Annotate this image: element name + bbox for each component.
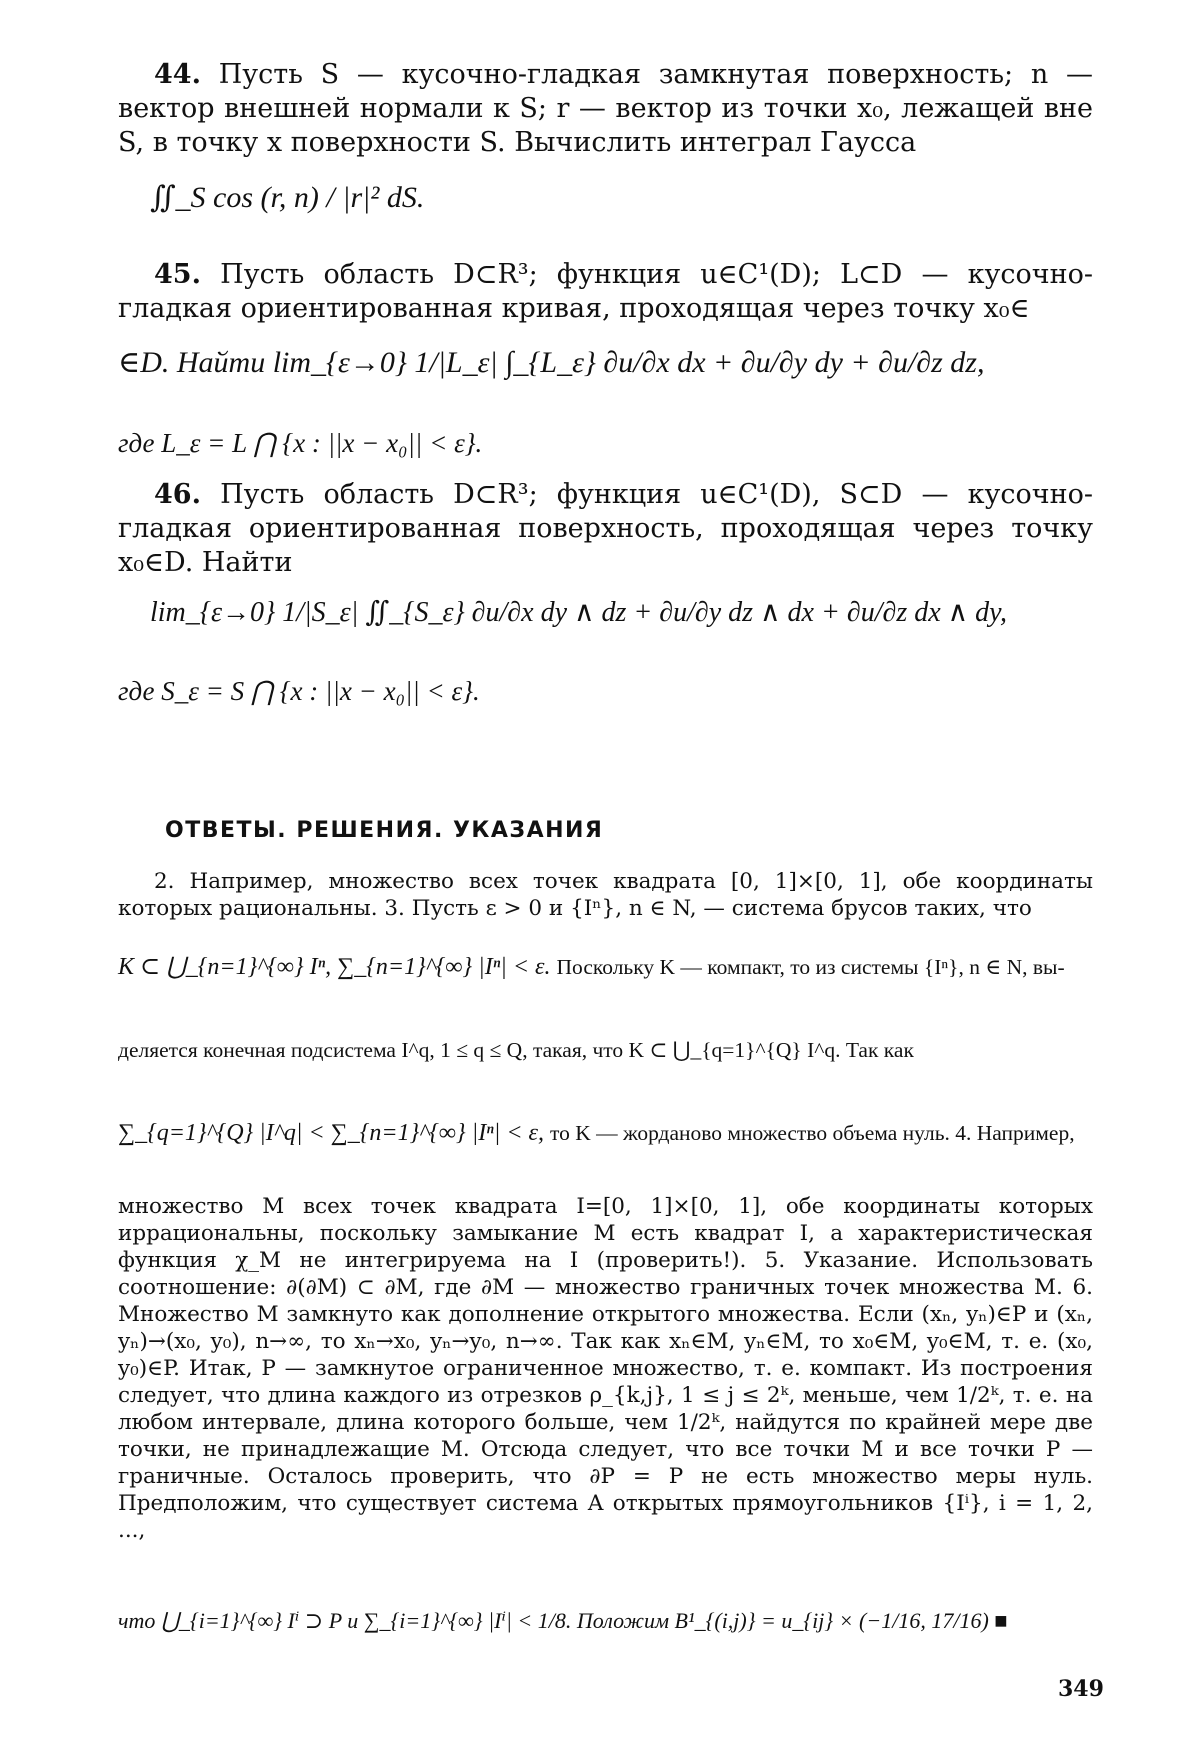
answers-line-2: деляется конечная подсистема I^q, 1 ≤ q ≤ Q, такая, что K ⊂ ⋃_{q=1}^{Q} I^q. Так как xyxy=(118,1038,914,1062)
answers-formula-3: что ⋃_{i=1}^{∞} Iⁱ ⊃ P и ∑_{i=1}^{∞} |Iⁱ| < 1/8. Положим B¹_{(i,j)} = u_{ij} × (−1/16, 17/16) ■ xyxy=(118,1608,1008,1633)
problem-46-number: 46. xyxy=(154,479,201,510)
problem-46-where: где S_ε = S ⋂ {x : ||x − x₀|| < ε}. xyxy=(118,676,480,706)
page-number: 349 xyxy=(1058,1676,1104,1702)
problem-46-formula: lim_{ε→0} 1/|S_ε| ∬_{S_ε} ∂u/∂x dy ∧ dz + ∂u/∂y dz ∧ dx + ∂u/∂z dx ∧ dy, xyxy=(150,597,1008,628)
answers-paragraph-1: 2. Например, множество всех точек квадрата [0, 1]×[0, 1], обе координаты которых рациональны. 3. Пусть ε > 0 и {Iⁿ}, n ∈ N, — система брусов таких, что xyxy=(118,869,1093,921)
problem-45-where: где L_ε = L ⋂ {x : ||x − x₀|| < ε}. xyxy=(118,428,483,458)
problem-46-text: 46. Пусть область D⊂R³; функция u∈C¹(D), S⊂D — кусочно-гладкая ориентированная поверхность, проходящая через точку x₀∈D. Найти xyxy=(118,479,1093,578)
answers-paragraph-2: множество M всех точек квадрата I=[0, 1]×[0, 1], обе координаты которых иррациональны, поскольку замыкание M есть квадрат I, а характеристическая функция χ_M не интегрируема на I (проверить!). 5. Указание. Использовать соотношение: ∂(∂M) ⊂ ∂M, где ∂M — множество граничных точек множества M. 6. Множество M замкнуто как дополнение открытого множества. Если (xₙ, yₙ)∈P и (xₙ, yₙ)→(x₀, y₀), n→∞, то xₙ→x₀, yₙ→y₀, n→∞. Так как xₙ∈M, yₙ∈M, то x₀∈M, y₀∈M, т. е. (x₀, y₀)∈P. Итак, P — замкнутое ограниченное множество, т. е. компакт. Из построения следует, что длина каждого из отрезков ρ_{k,j}, 1 ≤ j ≤ 2ᵏ, меньше, чем 1/2ᵏ, т. е. на любом интервале, длина которого больше, чем 1/2ᵏ, найдутся по крайней мере две точки, не принадлежащие M. Отсюда следует, что все точки M и все точки P — граничные. Осталось проверить, что ∂P = P не есть множество меры нуль. Предположим, что существует система A открытых прямоугольников {Iⁱ}, i = 1, 2, ..., xyxy=(118,1194,1093,1543)
answers-heading: ОТВЕТЫ. РЕШЕНИЯ. УКАЗАНИЯ xyxy=(165,818,604,843)
problem-44-formula: ∬_S cos (r, n) / |r|² dS. xyxy=(150,181,425,214)
problem-44-number: 44. xyxy=(154,59,201,90)
problem-45-number: 45. xyxy=(154,259,201,290)
answers-formula-1: K ⊂ ⋃_{n=1}^{∞} Iⁿ, ∑_{n=1}^{∞} |Iⁿ| < ε. Поскольку K — компакт, то из системы {Iⁿ}, n ∈ N, вы- xyxy=(118,954,1065,980)
problem-44-text: 44. Пусть S — кусочно-гладкая замкнутая поверхность; n — вектор внешней нормали к S; r — вектор из точки x₀, лежащей вне S, в точку x поверхности S. Вычислить интеграл Гаусса xyxy=(118,59,1093,158)
problem-45-formula: ∈D. Найти lim_{ε→0} 1/|L_ε| ∫_{L_ε} ∂u/∂x dx + ∂u/∂y dy + ∂u/∂z dz, xyxy=(118,346,985,379)
answers-formula-2: ∑_{q=1}^{Q} |I^q| < ∑_{n=1}^{∞} |Iⁿ| < ε, то K — жорданово множество объема нуль. 4. Например, xyxy=(118,1120,1075,1146)
problem-45-text: 45. Пусть область D⊂R³; функция u∈C¹(D); L⊂D — кусочно-гладкая ориентированная кривая, проходящая через точку x₀∈ xyxy=(118,259,1093,324)
